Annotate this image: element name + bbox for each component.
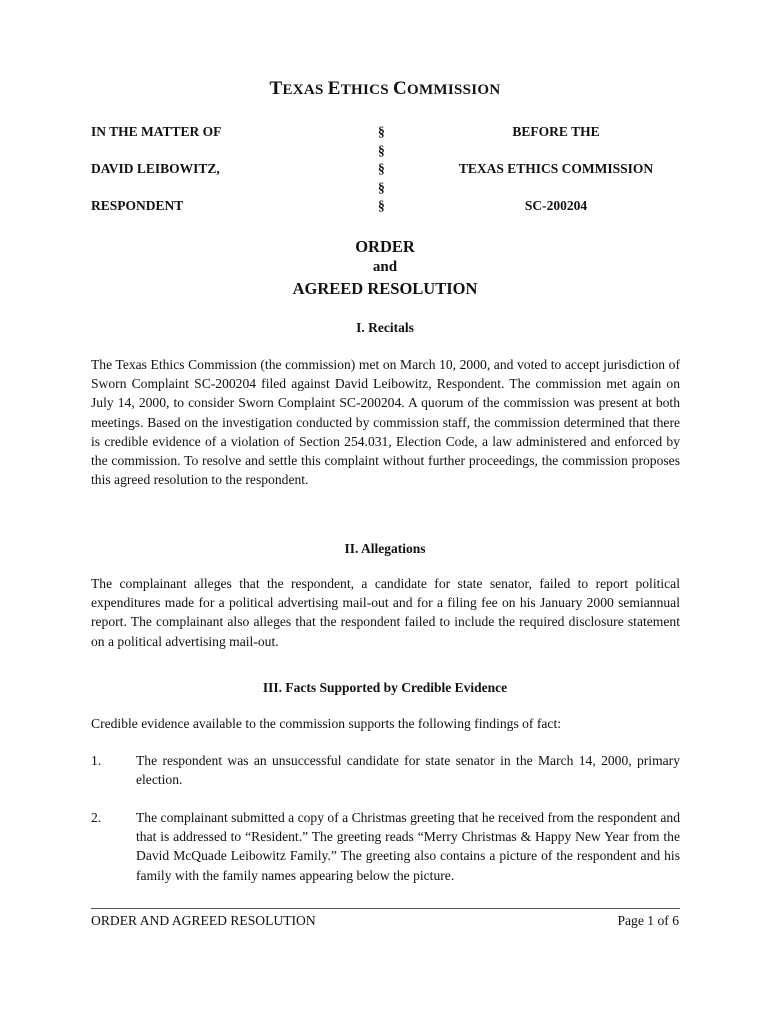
caption-right-column (431, 123, 681, 234)
caption-case-number: SC-200204 (524, 198, 588, 213)
footer-divider (91, 908, 680, 909)
facts-intro: Credible evidence available to the commission supports the following findings of fact: (91, 716, 562, 731)
document-title (0, 78, 770, 100)
order-heading-line: ORDER (355, 237, 415, 256)
section-symbol: § (378, 161, 385, 176)
case-caption (91, 123, 691, 223)
caption-respondent-label: RESPONDENT (91, 198, 184, 213)
caption-left-column (91, 123, 221, 234)
fact-item (91, 808, 680, 885)
caption-matter: IN THE MATTER OF (91, 124, 222, 139)
recitals-paragraph: The Texas Ethics Commission (the commission) met on March 10, 2000, and voted to accept jurisdiction of Sworn Complaint SC-200204 filed against David Leibowitz, Respondent. The commission met again on July 14, 2000, to consider Sworn Complaint SC-200204. A quorum of the commission was present at both meetings. Based on the investigation conducted by commission staff, the commission determined that there is credible evidence of a violation of Section 254.031, Election Code, a law administered and enforced by the commission. To resolve and settle this complaint without further proceedings, the commission proposes this agreed resolution to the respondent. (91, 357, 680, 488)
allegations-paragraph: The complainant alleges that the respondent, a candidate for state senator, failed to report political expenditures made for a political advertising mail-out and for a filing fee on his January 2000 semiannual report. The complainant also alleges that the respondent failed to include the required disclosure statement on a political advertising mail-out. (91, 576, 680, 649)
order-heading-line: and (372, 259, 398, 275)
order-heading (0, 236, 770, 299)
caption-commission: TEXAS ETHICS COMMISSION (458, 161, 654, 176)
facts-heading: III. Facts Supported by Credible Evidence (262, 680, 508, 695)
title-letter: T (269, 78, 283, 99)
recitals-heading: I. Recitals (356, 320, 414, 335)
fact-text: The complainant submitted a copy of a Christmas greeting that he received from the respondent and that is addressed to “Resident.” The greeting reads “Merry Christmas & Happy New Year from the David McQuade Leibowitz Family.” The greeting also contains a picture of the respondent and his family with the family names appearing below the picture. (136, 810, 680, 883)
fact-number: 2. (91, 810, 102, 825)
title-letter: E (327, 78, 341, 99)
footer-title: ORDER AND AGREED RESOLUTION (91, 913, 316, 928)
title-part: THICS (340, 82, 393, 98)
title-letter: C (392, 78, 407, 99)
section-symbol: § (378, 179, 385, 195)
caption-respondent-name: DAVID LEIBOWITZ, (91, 161, 220, 176)
title-part: EXAS (282, 82, 328, 98)
page-number: Page 1 of 6 (617, 913, 679, 928)
caption-before: BEFORE THE (512, 124, 600, 139)
section-symbol: § (378, 124, 385, 139)
fact-text: The respondent was an unsuccessful candidate for state senator in the March 14, 2000, primary election. (136, 753, 680, 788)
section-symbol: § (378, 142, 385, 158)
order-heading-line: AGREED RESOLUTION (292, 279, 478, 298)
caption-section-symbols (378, 123, 385, 216)
allegations-heading: II. Allegations (344, 541, 426, 556)
fact-item (91, 751, 680, 789)
title-part: OMMISSION (406, 82, 501, 98)
section-symbol: § (378, 198, 385, 213)
fact-number: 1. (91, 753, 102, 768)
